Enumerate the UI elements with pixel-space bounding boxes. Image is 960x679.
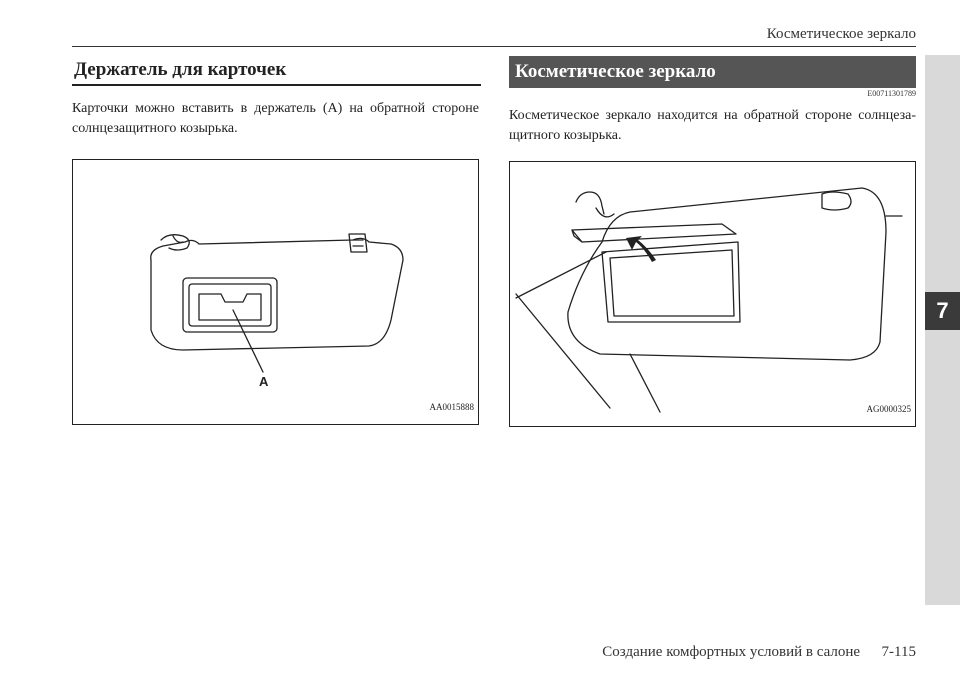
- chapter-side-tab: [925, 55, 960, 605]
- page-footer: [602, 644, 916, 661]
- header-rule: [72, 46, 916, 47]
- running-header: Косметическое зеркало: [766, 26, 916, 42]
- vanity-mirror-title: Косметическое зеркало: [509, 56, 916, 88]
- card-holder-title: Держатель для карточек: [72, 56, 481, 86]
- card-holder-figure: [72, 159, 479, 425]
- section-code: E00711301789: [867, 89, 916, 98]
- vanity-mirror-text: Косметическое зеркало находится на обратной стороне солнцеза-щитного козырька.: [509, 108, 916, 143]
- chapter-number: 7: [925, 292, 960, 330]
- figure-id: AG0000325: [866, 404, 911, 414]
- card-holder-label-a: A: [259, 374, 269, 389]
- card-holder-text: Карточки можно вставить в держатель (A) на обратной стороне солнцезащитного козырька.: [72, 101, 479, 136]
- vanity-mirror-figure: [509, 161, 916, 427]
- sun-visor-card-holder-illustration: [73, 160, 478, 424]
- figure-id: AA0015888: [429, 402, 474, 412]
- sun-visor-mirror-illustration: [510, 162, 915, 426]
- footer-chapter-title: Создание комфортных условий в салоне: [602, 644, 861, 660]
- page-number: 7-115: [881, 644, 916, 660]
